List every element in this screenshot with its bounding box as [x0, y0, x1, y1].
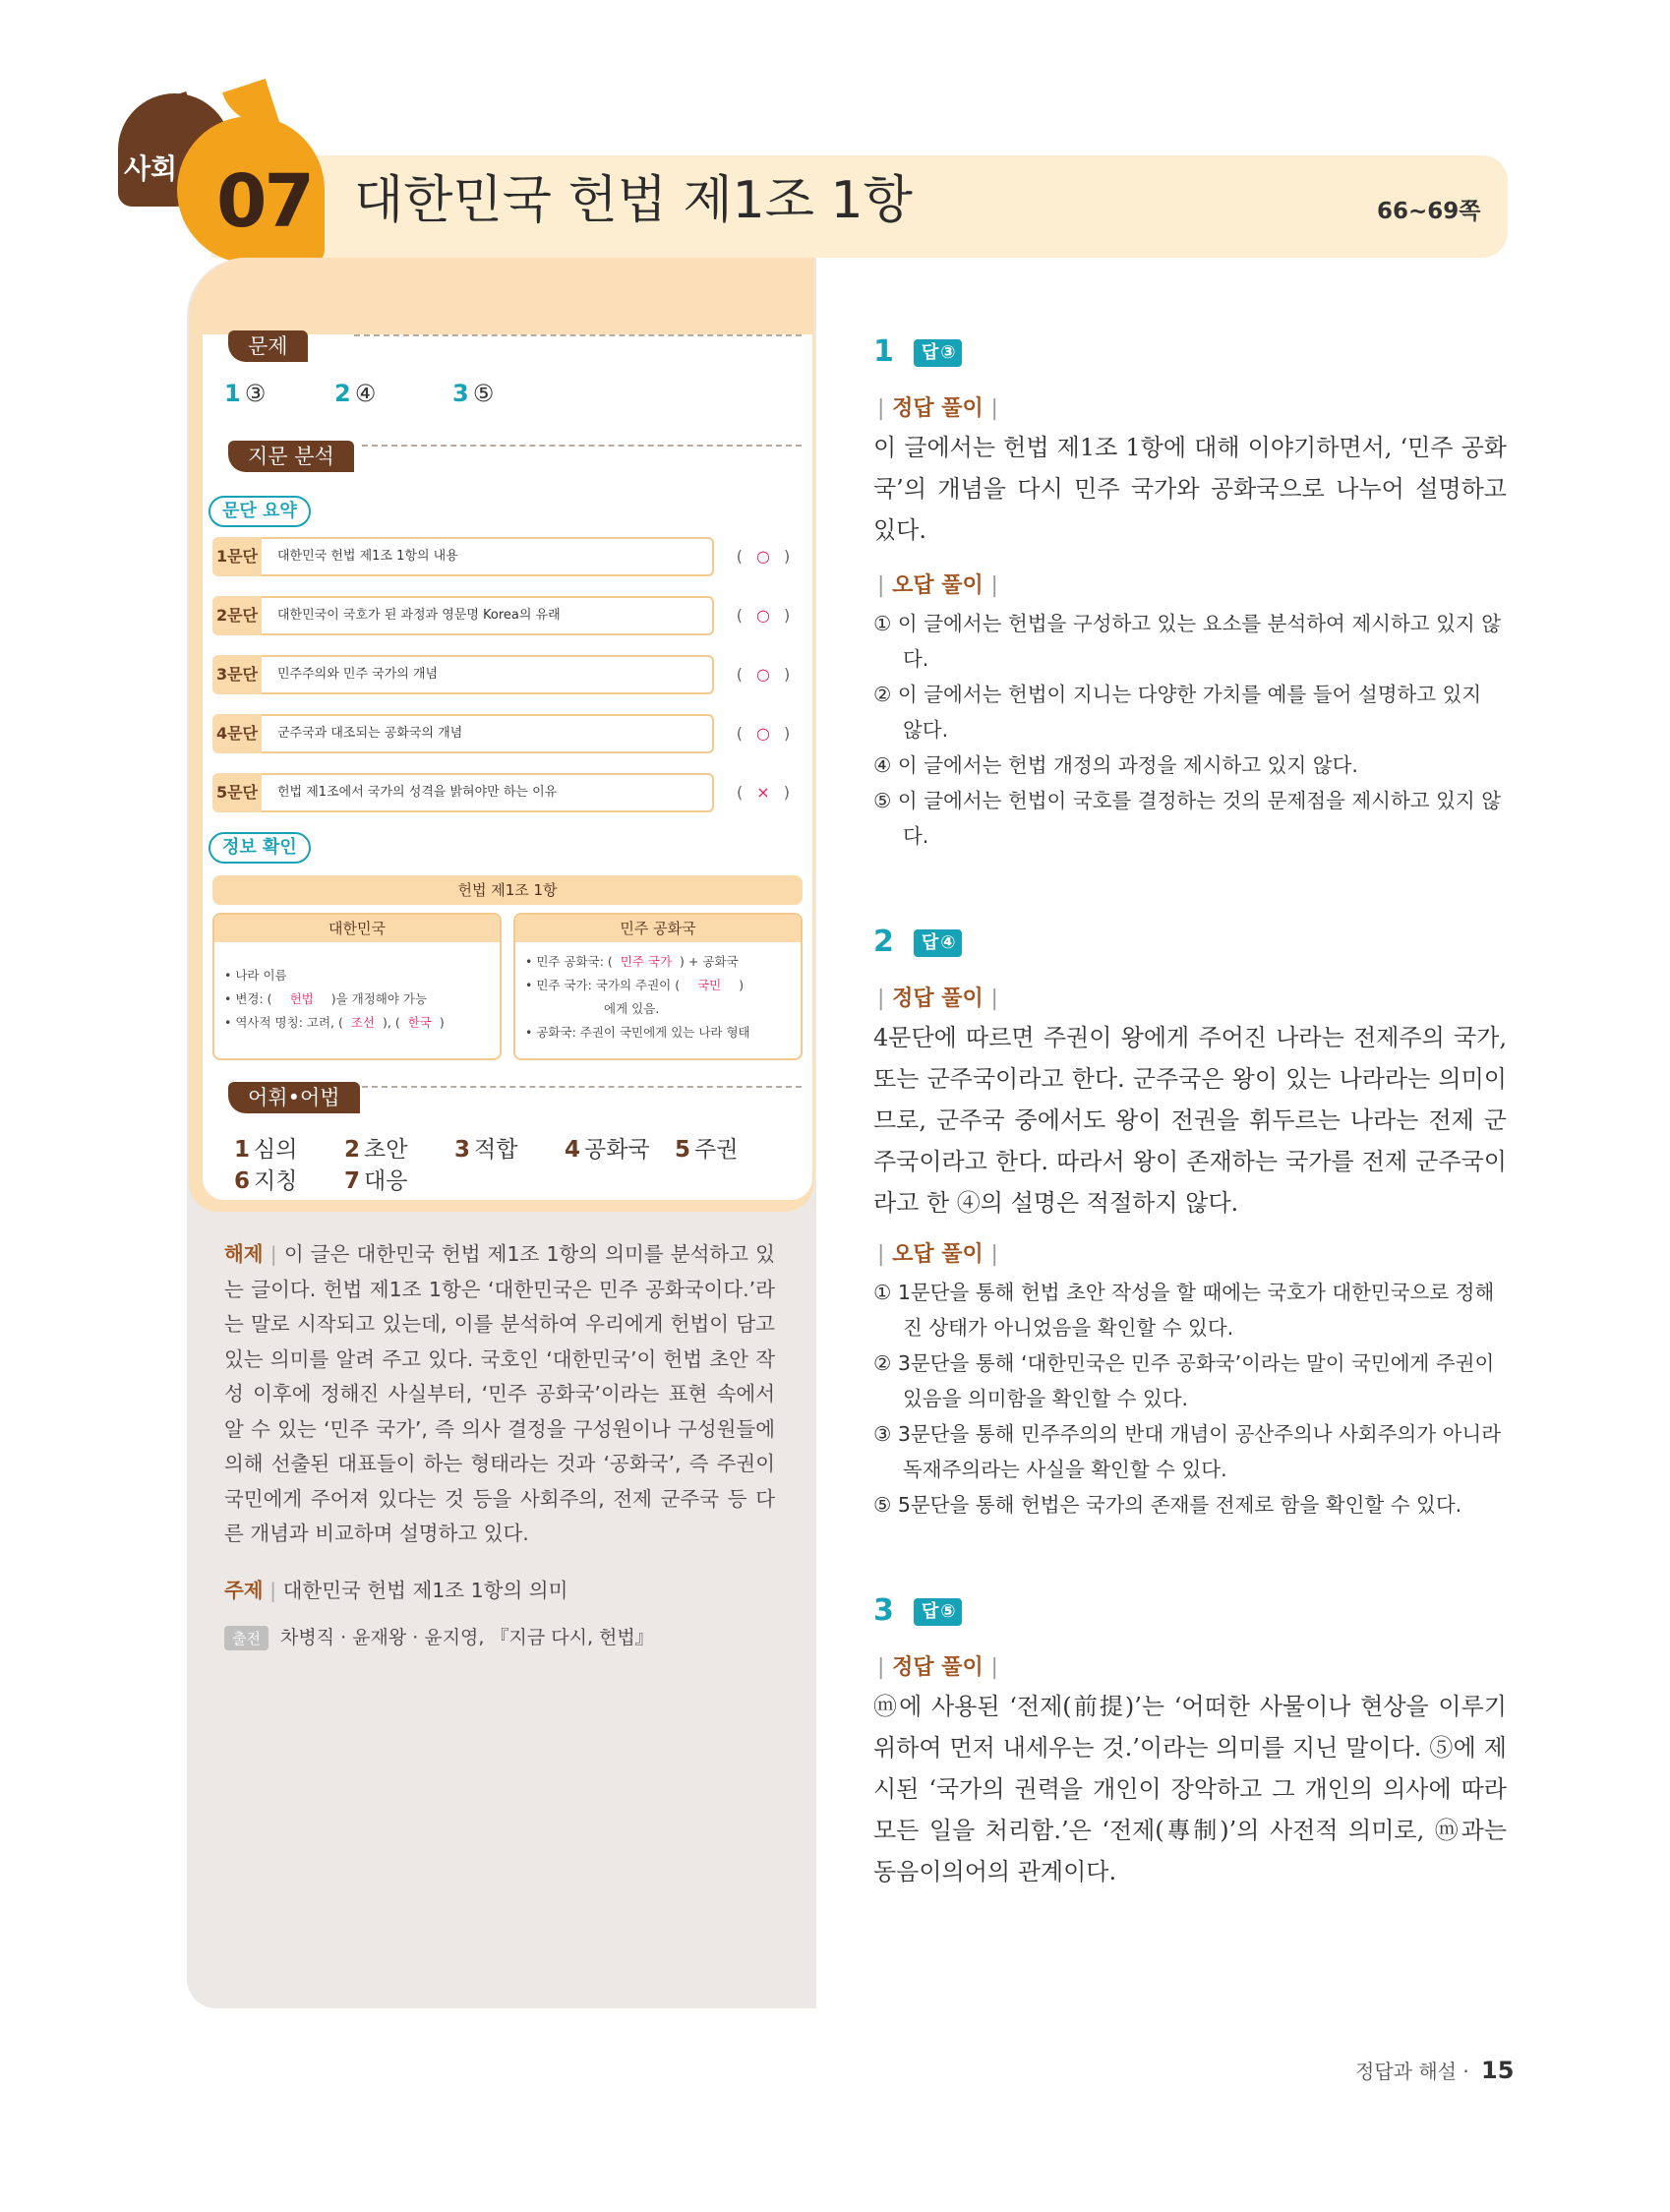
- vocab-item: 1 심의: [234, 1137, 298, 1163]
- analysis-tab: 지문 분석: [228, 441, 354, 472]
- answer-item: 1 ③: [224, 380, 267, 407]
- correct-answer-explanation: 4문단에 따르면 주권이 왕에게 주어진 나라는 전제주의 국가, 또는 군주국이라고 한다. 군주국은 왕이 있는 나라라는 의미이므로, 군주국 중에서도 왕이 전권을 휘두르는 나라는 전제 군주국이라고 한다. 따라서 왕이 존재하는 국가를 전제 군주국이라고 한 ④의 설명은 적절하지 않다.: [873, 1024, 1507, 1217]
- wrong-answer-item: ② 이 글에서는 헌법이 지니는 다양한 가치를 예를 들어 설명하고 있지 않다.: [873, 683, 1482, 742]
- subject-label: 사회: [124, 152, 178, 185]
- source-badge: 출전: [224, 1626, 268, 1650]
- info-pill: 정보 확인: [209, 832, 311, 864]
- ox-mark: ( ○ ): [736, 665, 791, 684]
- wrong-answer-item: ① 이 글에서는 헌법을 구성하고 있는 요소를 분석하여 제시하고 있지 않다.: [873, 612, 1502, 671]
- correct-answer-explanation: ⓜ에 사용된 ‘전제(前提)’는 ‘어떠한 사물이나 현상을 이루기 위하여 먼저 내세우는 것.’이라는 의미를 지닌 말이다. ⑤에 제시된 ‘국가의 권력을 개인이 장악하고 그 개인의 의사에 따라 모든 일을 처리함.’은 ‘전제(專制)’의 사전적 의미로, ⓜ과는 동음이의어의 관계이다.: [873, 1693, 1507, 1885]
- page-title: 대한민국 헌법 제1조 1항: [354, 171, 913, 230]
- unit-number: 07: [216, 159, 312, 244]
- wrong-answer-item: ④ 이 글에서는 헌법 개정의 과정을 제시하고 있지 않다.: [873, 753, 1358, 777]
- section-divider: [354, 334, 802, 336]
- paragraph-summary: 대한민국이 국호가 된 과정과 영문명 Korea의 유래: [262, 596, 714, 635]
- summary-pill: 문단 요약: [209, 496, 311, 527]
- paragraph-label: 3문단: [212, 655, 262, 694]
- answer-badge: 답 ⑤: [914, 1598, 962, 1626]
- problems-tab: 문제: [228, 330, 308, 362]
- vocab-item: 5 주권: [675, 1137, 739, 1163]
- vocab-item: 7 대응: [344, 1168, 408, 1194]
- paragraph-label: 5문단: [212, 773, 262, 812]
- wrong-answer-heading: | 오답 풀이 |: [877, 573, 998, 598]
- ox-mark: ( ○ ): [736, 606, 791, 625]
- ox-mark: ( × ): [737, 783, 790, 802]
- answer-item: 3 ⑤: [452, 380, 495, 407]
- theme-line: 주제 | 대한민국 헌법 제1조 1항의 의미: [224, 1579, 568, 1602]
- section-divider: [362, 445, 802, 447]
- info-line: • 민주 국가: 국가의 주권이 ( 국민 ): [525, 978, 745, 992]
- info-line: • 민주 공화국: ( 민주 국가 ) + 공화국: [525, 954, 739, 969]
- wrong-answer-item: ⑤ 이 글에서는 헌법이 국호를 결정하는 것의 문제점을 제시하고 있지 않다.: [873, 789, 1502, 848]
- correct-answer-explanation: 이 글에서는 헌법 제1조 1항에 대해 이야기하면서, ‘민주 공화국’의 개념을 다시 민주 국가와 공화국으로 나누어 설명하고 있다.: [873, 434, 1507, 544]
- correct-answer-heading: | 정답 풀이 |: [877, 396, 998, 421]
- info-title-bar: 헌법 제1조 1항: [212, 875, 803, 905]
- answer-badge: 답 ④: [914, 929, 962, 957]
- correct-answer-heading: | 정답 풀이 |: [877, 986, 998, 1011]
- page-footer: 정답과 해설 · 15: [1355, 2057, 1515, 2084]
- page-range: 66~69쪽: [1377, 199, 1481, 224]
- ox-mark: ( ○ ): [736, 724, 791, 743]
- wrong-answer-item: ③ 3문단을 통해 민주주의의 반대 개념이 공산주의나 사회주의가 아니라 독재주의라는 사실을 확인할 수 있다.: [873, 1422, 1502, 1481]
- vocab-tab: 어휘•어법: [228, 1082, 360, 1113]
- explanation-label: 해제: [224, 1242, 264, 1266]
- paragraph-label: 4문단: [212, 714, 262, 753]
- paragraph-summary: 대한민국 헌법 제1조 1항의 내용: [262, 537, 714, 576]
- paragraph-summary-row: [212, 714, 803, 753]
- paragraph-summary-row: [212, 773, 803, 812]
- ox-mark: ( ○ ): [736, 547, 791, 566]
- paragraph-summary-row: [212, 596, 803, 635]
- explanation-text: 해제 | 이 글은 대한민국 헌법 제1조 1항의 의미를 분석하고 있는 글이다. 헌법 제1조 1항은 ‘대한민국은 민주 공화국이다.’라는 말로 시작되고 있는데, 이를 분석하여 우리에게 헌법이 담고 있는 의미를 알려 주고 있다. 국호인 ‘대한민국’이 헌법 초안 작성 이후에 정해진 사실부터, ‘민주 공화국’이라는 표현 속에서 알 수 있는 ‘민주 국가’, 즉 의사 결정을 구성원이나 구성원들에 의해 선출된 대표들이 하는 형태라는 것과 ‘공화국’, 즉 주권이 국민에게 주어져 있다는 것 등을 사회주의, 전제 군주국 등 다른 개념과 비교하며 설명하고 있다.: [224, 1242, 775, 1545]
- wrong-answer-item: ⑤ 5문단을 통해 헌법은 국가의 존재를 전제로 함을 확인할 수 있다.: [873, 1493, 1462, 1517]
- info-line: • 나라 이름: [224, 968, 287, 983]
- vocab-item: 3 적합: [454, 1137, 518, 1163]
- correct-answer-heading: | 정답 풀이 |: [877, 1655, 998, 1680]
- question-3-header: 3 답 ⑤: [873, 1593, 962, 1628]
- info-line: • 공화국: 주권이 국민에게 있는 나라 형태: [525, 1025, 750, 1040]
- paragraph-summary-row: [212, 655, 803, 694]
- wrong-answer-item: ② 3문단을 통해 ‘대한민국은 민주 공화국’이라는 말이 국민에게 주권이 있음을 의미함을 확인할 수 있다.: [873, 1351, 1495, 1410]
- section-divider: [362, 1086, 802, 1088]
- paragraph-summary: 군주국과 대조되는 공화국의 개념: [262, 714, 714, 753]
- paragraph-label: 2문단: [212, 596, 262, 635]
- wrong-answer-list: [873, 1275, 1507, 1523]
- info-box-heading: 민주 공화국: [515, 915, 801, 942]
- info-box-democratic-republic: [513, 913, 803, 1060]
- vocab-item: 2 초안: [344, 1137, 408, 1163]
- answer-badge: 답 ③: [914, 339, 962, 367]
- question-2-header: 2 답 ④: [873, 925, 962, 959]
- vocab-item: 6 지칭: [234, 1168, 298, 1194]
- info-line: • 역사적 명칭: 고려, ( 조선 ), ( 한국 ): [224, 1015, 445, 1030]
- info-line: • 변경: ( 헌법 )을 개정해야 가능: [224, 991, 428, 1006]
- paragraph-summary-row: [212, 537, 803, 576]
- paragraph-summary: 헌법 제1조에서 국가의 성격을 밝혀야만 하는 이유: [262, 773, 714, 812]
- paragraph-summary: 민주주의와 민주 국가의 개념: [262, 655, 714, 694]
- paragraph-label: 1문단: [212, 537, 262, 576]
- wrong-answer-item: ① 1문단을 통해 헌법 초안 작성을 할 때에는 국호가 대한민국으로 정해진 상태가 아니었음을 확인할 수 있다.: [873, 1281, 1495, 1340]
- info-box-korea: [212, 913, 502, 1060]
- info-line: 에게 있음.: [604, 1001, 660, 1016]
- vocab-item: 4 공화국: [565, 1137, 650, 1163]
- answer-item: 2 ④: [334, 380, 377, 407]
- source-line: 출전 차병직 · 윤재왕 · 윤지영, 『지금 다시, 헌법』: [224, 1623, 654, 1650]
- wrong-answer-list: [873, 606, 1507, 854]
- wrong-answer-heading: | 오답 풀이 |: [877, 1242, 998, 1267]
- page-number: 15: [1481, 2057, 1515, 2084]
- info-box-heading: 대한민국: [214, 915, 500, 942]
- question-1-header: 1 답 ③: [873, 334, 962, 369]
